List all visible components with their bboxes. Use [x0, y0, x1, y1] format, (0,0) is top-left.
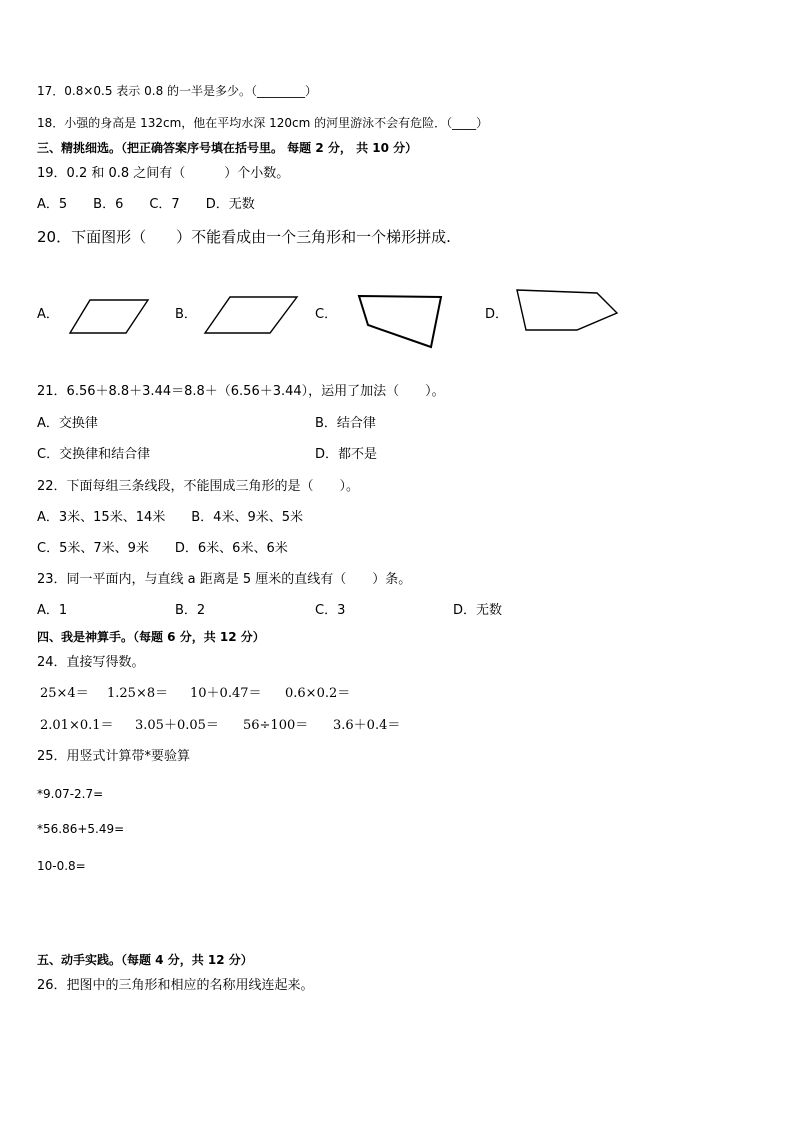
parallelogram-shape-b — [204, 296, 300, 336]
q23-option-b: B．2 — [175, 603, 206, 618]
section-5-heading: 五、动手实践。（每题 4 分，共 12 分） — [37, 953, 253, 967]
q24-problem: 25×4＝ — [40, 686, 89, 701]
question-19-options: A．5 B．6 C．7 D．无数 — [37, 197, 255, 212]
q23-option-a: A．1 — [37, 603, 68, 618]
q21-option-d: D．都不是 — [315, 447, 378, 462]
q22-options-row-2: C．5米、7米、9米 D．6米、6米、6米 — [37, 541, 288, 556]
question-17: 17．0.8×0.5 表示 0.8 的一半是多少。（________） — [37, 84, 318, 98]
question-21: 21．6.56＋8.8＋3.44＝8.8＋（6.56＋3.44），运用了加法（ ）。 — [37, 384, 445, 399]
q24-problem: 3.05＋0.05＝ — [135, 718, 219, 733]
q20-label-c: C． — [315, 307, 338, 322]
question-25: 25．用竖式计算带*要验算 — [37, 749, 191, 764]
q25-problem: *56.86+5.49= — [37, 822, 125, 836]
q25-problem: 10-0.8= — [37, 859, 86, 873]
q21-option-c: C．交换律和结合律 — [37, 447, 151, 462]
quadrilateral-shape-c — [357, 294, 445, 350]
q20-label-a: A． — [37, 307, 59, 322]
q22-options-row-1: A．3米、15米、14米 B．4米、9米、5米 — [37, 510, 303, 525]
q24-problem: 1.25×8＝ — [107, 686, 169, 701]
section-3-heading: 三、精挑细选。（把正确答案序号填在括号里。 每题 2 分， 共 10 分） — [37, 141, 418, 155]
q21-option-a: A．交换律 — [37, 416, 98, 431]
question-23: 23．同一平面内，与直线 a 距离是 5 厘米的直线有（ ）条。 — [37, 572, 412, 587]
q23-option-d: D．无数 — [453, 603, 503, 618]
q24-problem: 56÷100＝ — [243, 718, 309, 733]
section-4-heading: 四、我是神算手。（每题 6 分，共 12 分） — [37, 630, 265, 644]
question-18: 18．小强的身高是 132cm，他在平均水深 120cm 的河里游泳不会有危险．（____） — [37, 116, 489, 130]
question-19: 19．0.2 和 0.8 之间有（ ）个小数。 — [37, 166, 290, 181]
q21-option-b: B．结合律 — [315, 416, 376, 431]
q20-label-b: B． — [175, 307, 197, 322]
question-26: 26．把图中的三角形和相应的名称用线连起来。 — [37, 978, 314, 993]
q24-problem: 3.6＋0.4＝ — [333, 718, 401, 733]
pentagon-shape-d — [515, 288, 621, 334]
parallelogram-shape-a — [68, 298, 152, 336]
q24-problem: 2.01×0.1＝ — [40, 718, 114, 733]
question-20: 20．下面图形（ ）不能看成由一个三角形和一个梯形拼成. — [37, 228, 451, 246]
q24-problem: 10＋0.47＝ — [190, 686, 262, 701]
q25-problem: *9.07-2.7= — [37, 787, 104, 801]
q20-label-d: D． — [485, 307, 509, 322]
question-24: 24．直接写得数。 — [37, 655, 145, 670]
q23-option-c: C．3 — [315, 603, 346, 618]
q24-problem: 0.6×0.2＝ — [285, 686, 351, 701]
question-22: 22．下面每组三条线段，不能围成三角形的是（ ）。 — [37, 479, 360, 494]
